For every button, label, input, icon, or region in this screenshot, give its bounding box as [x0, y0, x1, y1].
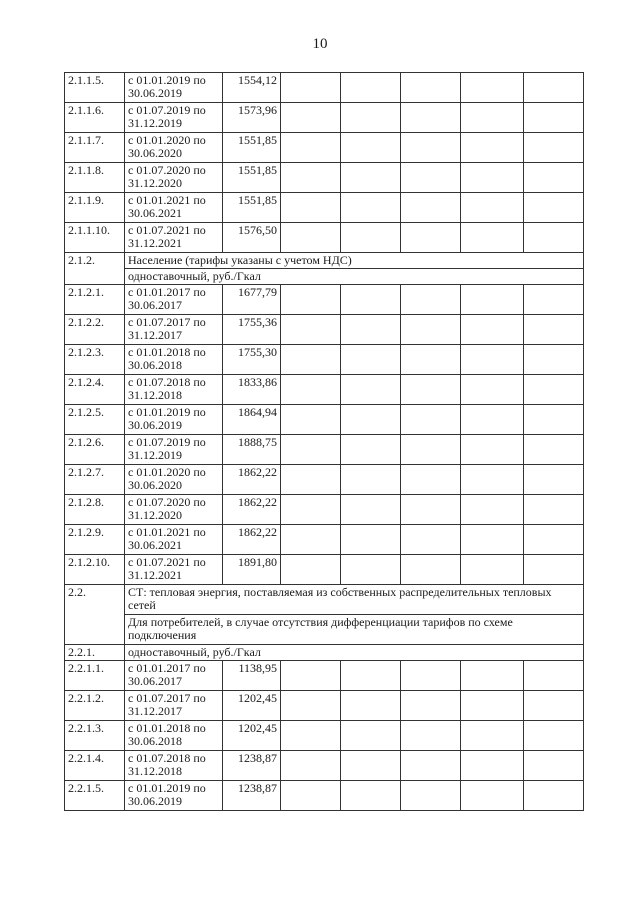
- section-heading: одноставочный, руб./Гкал: [125, 645, 584, 661]
- empty-cell: [461, 375, 524, 405]
- table-row: [65, 585, 584, 615]
- empty-cell: [461, 691, 524, 721]
- tariff-value: 1202,45: [223, 691, 281, 721]
- empty-cell: [341, 163, 401, 193]
- row-code: 2.1.2.7.: [65, 465, 125, 495]
- empty-cell: [401, 73, 461, 103]
- period-cell: с 01.07.2018 по 31.12.2018: [125, 751, 223, 781]
- empty-cell: [461, 781, 524, 811]
- period-cell: с 01.01.2018 по 30.06.2018: [125, 721, 223, 751]
- empty-cell: [401, 223, 461, 253]
- empty-cell: [524, 751, 584, 781]
- row-code: 2.1.1.7.: [65, 133, 125, 163]
- period-cell: с 01.01.2020 по 30.06.2020: [125, 133, 223, 163]
- tariff-value: 1551,85: [223, 133, 281, 163]
- empty-cell: [461, 103, 524, 133]
- table-row: [65, 315, 584, 345]
- empty-cell: [341, 103, 401, 133]
- tariff-value: 1576,50: [223, 223, 281, 253]
- empty-cell: [401, 495, 461, 525]
- empty-cell: [401, 525, 461, 555]
- row-code: 2.1.1.6.: [65, 103, 125, 133]
- table-row: [65, 223, 584, 253]
- empty-cell: [524, 465, 584, 495]
- row-code: 2.1.1.10.: [65, 223, 125, 253]
- empty-cell: [281, 661, 341, 691]
- section-heading: Население (тарифы указаны с учетом НДС): [125, 253, 584, 269]
- empty-cell: [281, 315, 341, 345]
- table-row: [65, 435, 584, 465]
- empty-cell: [461, 73, 524, 103]
- empty-cell: [524, 721, 584, 751]
- period-cell: с 01.01.2021 по 30.06.2021: [125, 525, 223, 555]
- table-row: [65, 133, 584, 163]
- empty-cell: [461, 315, 524, 345]
- row-code: 2.1.2.9.: [65, 525, 125, 555]
- empty-cell: [341, 751, 401, 781]
- empty-cell: [401, 465, 461, 495]
- table-row: [65, 465, 584, 495]
- empty-cell: [401, 405, 461, 435]
- row-code: 2.2.: [65, 585, 125, 645]
- empty-cell: [524, 73, 584, 103]
- empty-cell: [461, 133, 524, 163]
- table-row: [65, 345, 584, 375]
- empty-cell: [461, 223, 524, 253]
- empty-cell: [401, 691, 461, 721]
- period-cell: с 01.07.2019 по 31.12.2019: [125, 103, 223, 133]
- empty-cell: [401, 751, 461, 781]
- tariff-value: 1891,80: [223, 555, 281, 585]
- empty-cell: [461, 751, 524, 781]
- tariff-value: 1862,22: [223, 465, 281, 495]
- empty-cell: [524, 781, 584, 811]
- row-code: 2.1.2.2.: [65, 315, 125, 345]
- table-row: [65, 405, 584, 435]
- empty-cell: [341, 345, 401, 375]
- empty-cell: [341, 73, 401, 103]
- empty-cell: [341, 525, 401, 555]
- empty-cell: [281, 133, 341, 163]
- empty-cell: [281, 691, 341, 721]
- empty-cell: [524, 435, 584, 465]
- empty-cell: [461, 555, 524, 585]
- empty-cell: [341, 661, 401, 691]
- tariff-value: 1573,96: [223, 103, 281, 133]
- empty-cell: [281, 525, 341, 555]
- empty-cell: [401, 133, 461, 163]
- empty-cell: [281, 345, 341, 375]
- empty-cell: [524, 223, 584, 253]
- empty-cell: [281, 103, 341, 133]
- empty-cell: [524, 345, 584, 375]
- section-subheading: Для потребителей, в случае отсутствия дифференциации тарифов по схеме подключения: [125, 615, 584, 645]
- tariff-value: 1202,45: [223, 721, 281, 751]
- table-row: [65, 103, 584, 133]
- period-cell: с 01.01.2019 по 30.06.2019: [125, 73, 223, 103]
- section-subheading: одноставочный, руб./Гкал: [125, 269, 584, 285]
- empty-cell: [341, 405, 401, 435]
- table-row: [65, 781, 584, 811]
- row-code: 2.1.1.8.: [65, 163, 125, 193]
- period-cell: с 01.01.2017 по 30.06.2017: [125, 661, 223, 691]
- row-code: 2.1.2.1.: [65, 285, 125, 315]
- table-row: [65, 751, 584, 781]
- empty-cell: [281, 495, 341, 525]
- empty-cell: [341, 375, 401, 405]
- empty-cell: [341, 435, 401, 465]
- table-row: [65, 691, 584, 721]
- row-code: 2.1.1.5.: [65, 73, 125, 103]
- row-code: 2.2.1.2.: [65, 691, 125, 721]
- empty-cell: [461, 721, 524, 751]
- empty-cell: [401, 163, 461, 193]
- period-cell: с 01.07.2021 по 31.12.2021: [125, 223, 223, 253]
- tariff-value: 1138,95: [223, 661, 281, 691]
- section-heading: СТ: тепловая энергия, поставляемая из собственных распределительных тепловых сетей: [125, 585, 584, 615]
- empty-cell: [524, 315, 584, 345]
- empty-cell: [524, 555, 584, 585]
- empty-cell: [401, 781, 461, 811]
- table-row: [65, 615, 584, 645]
- tariff-table: [64, 72, 584, 811]
- row-code: 2.2.1.1.: [65, 661, 125, 691]
- period-cell: с 01.07.2021 по 31.12.2021: [125, 555, 223, 585]
- period-cell: с 01.07.2018 по 31.12.2018: [125, 375, 223, 405]
- empty-cell: [401, 103, 461, 133]
- empty-cell: [341, 285, 401, 315]
- row-code: 2.1.2.5.: [65, 405, 125, 435]
- empty-cell: [281, 285, 341, 315]
- empty-cell: [281, 721, 341, 751]
- empty-cell: [401, 721, 461, 751]
- empty-cell: [461, 345, 524, 375]
- empty-cell: [341, 223, 401, 253]
- empty-cell: [401, 315, 461, 345]
- empty-cell: [461, 465, 524, 495]
- period-cell: с 01.01.2017 по 30.06.2017: [125, 285, 223, 315]
- empty-cell: [524, 285, 584, 315]
- empty-cell: [461, 285, 524, 315]
- table-row: [65, 645, 584, 661]
- period-cell: с 01.07.2017 по 31.12.2017: [125, 315, 223, 345]
- period-cell: с 01.07.2020 по 31.12.2020: [125, 163, 223, 193]
- empty-cell: [281, 193, 341, 223]
- tariff-value: 1554,12: [223, 73, 281, 103]
- tariff-value: 1862,22: [223, 525, 281, 555]
- empty-cell: [281, 73, 341, 103]
- empty-cell: [281, 405, 341, 435]
- period-cell: с 01.01.2018 по 30.06.2018: [125, 345, 223, 375]
- table-row: [65, 721, 584, 751]
- table-row: [65, 525, 584, 555]
- empty-cell: [461, 193, 524, 223]
- row-code: 2.1.2.3.: [65, 345, 125, 375]
- empty-cell: [341, 495, 401, 525]
- table-row: [65, 495, 584, 525]
- empty-cell: [401, 555, 461, 585]
- page-number: 10: [312, 36, 328, 52]
- row-code: 2.1.2.10.: [65, 555, 125, 585]
- tariff-value: 1238,87: [223, 781, 281, 811]
- row-code: 2.1.2.: [65, 253, 125, 285]
- tariff-value: 1551,85: [223, 163, 281, 193]
- tariff-value: 1862,22: [223, 495, 281, 525]
- tariff-value: 1755,30: [223, 345, 281, 375]
- empty-cell: [461, 661, 524, 691]
- row-code: 2.1.2.6.: [65, 435, 125, 465]
- table-row: [65, 661, 584, 691]
- tariff-value: 1755,36: [223, 315, 281, 345]
- empty-cell: [524, 525, 584, 555]
- table-body: [65, 73, 584, 811]
- empty-cell: [341, 555, 401, 585]
- empty-cell: [401, 375, 461, 405]
- empty-cell: [281, 781, 341, 811]
- empty-cell: [281, 223, 341, 253]
- table-row: [65, 253, 584, 269]
- empty-cell: [341, 315, 401, 345]
- empty-cell: [281, 465, 341, 495]
- period-cell: с 01.07.2019 по 31.12.2019: [125, 435, 223, 465]
- empty-cell: [401, 193, 461, 223]
- empty-cell: [461, 405, 524, 435]
- empty-cell: [281, 751, 341, 781]
- empty-cell: [524, 495, 584, 525]
- empty-cell: [461, 435, 524, 465]
- empty-cell: [341, 691, 401, 721]
- empty-cell: [341, 133, 401, 163]
- row-code: 2.1.1.9.: [65, 193, 125, 223]
- period-cell: с 01.01.2021 по 30.06.2021: [125, 193, 223, 223]
- empty-cell: [281, 555, 341, 585]
- table-row: [65, 375, 584, 405]
- empty-cell: [461, 495, 524, 525]
- tariff-value: 1551,85: [223, 193, 281, 223]
- empty-cell: [524, 405, 584, 435]
- table-row: [65, 285, 584, 315]
- period-cell: с 01.07.2020 по 31.12.2020: [125, 495, 223, 525]
- empty-cell: [281, 375, 341, 405]
- row-code: 2.2.1.4.: [65, 751, 125, 781]
- empty-cell: [401, 285, 461, 315]
- empty-cell: [281, 435, 341, 465]
- empty-cell: [341, 465, 401, 495]
- table-row: [65, 193, 584, 223]
- empty-cell: [341, 193, 401, 223]
- empty-cell: [341, 721, 401, 751]
- tariff-value: 1833,86: [223, 375, 281, 405]
- empty-cell: [401, 345, 461, 375]
- empty-cell: [524, 133, 584, 163]
- empty-cell: [461, 163, 524, 193]
- period-cell: с 01.01.2019 по 30.06.2019: [125, 781, 223, 811]
- empty-cell: [461, 525, 524, 555]
- empty-cell: [524, 691, 584, 721]
- table-row: [65, 73, 584, 103]
- row-code: 2.1.2.4.: [65, 375, 125, 405]
- period-cell: с 01.01.2020 по 30.06.2020: [125, 465, 223, 495]
- empty-cell: [281, 163, 341, 193]
- period-cell: с 01.01.2019 по 30.06.2019: [125, 405, 223, 435]
- empty-cell: [524, 193, 584, 223]
- row-code: 2.2.1.5.: [65, 781, 125, 811]
- table-row: [65, 269, 584, 285]
- empty-cell: [401, 661, 461, 691]
- row-code: 2.1.2.8.: [65, 495, 125, 525]
- period-cell: с 01.07.2017 по 31.12.2017: [125, 691, 223, 721]
- empty-cell: [524, 103, 584, 133]
- tariff-value: 1888,75: [223, 435, 281, 465]
- row-code: 2.2.1.3.: [65, 721, 125, 751]
- empty-cell: [401, 435, 461, 465]
- tariff-value: 1677,79: [223, 285, 281, 315]
- table-row: [65, 163, 584, 193]
- empty-cell: [341, 781, 401, 811]
- empty-cell: [524, 163, 584, 193]
- table-row: [65, 555, 584, 585]
- tariff-value: 1238,87: [223, 751, 281, 781]
- tariff-value: 1864,94: [223, 405, 281, 435]
- empty-cell: [524, 661, 584, 691]
- row-code: 2.2.1.: [65, 645, 125, 661]
- empty-cell: [524, 375, 584, 405]
